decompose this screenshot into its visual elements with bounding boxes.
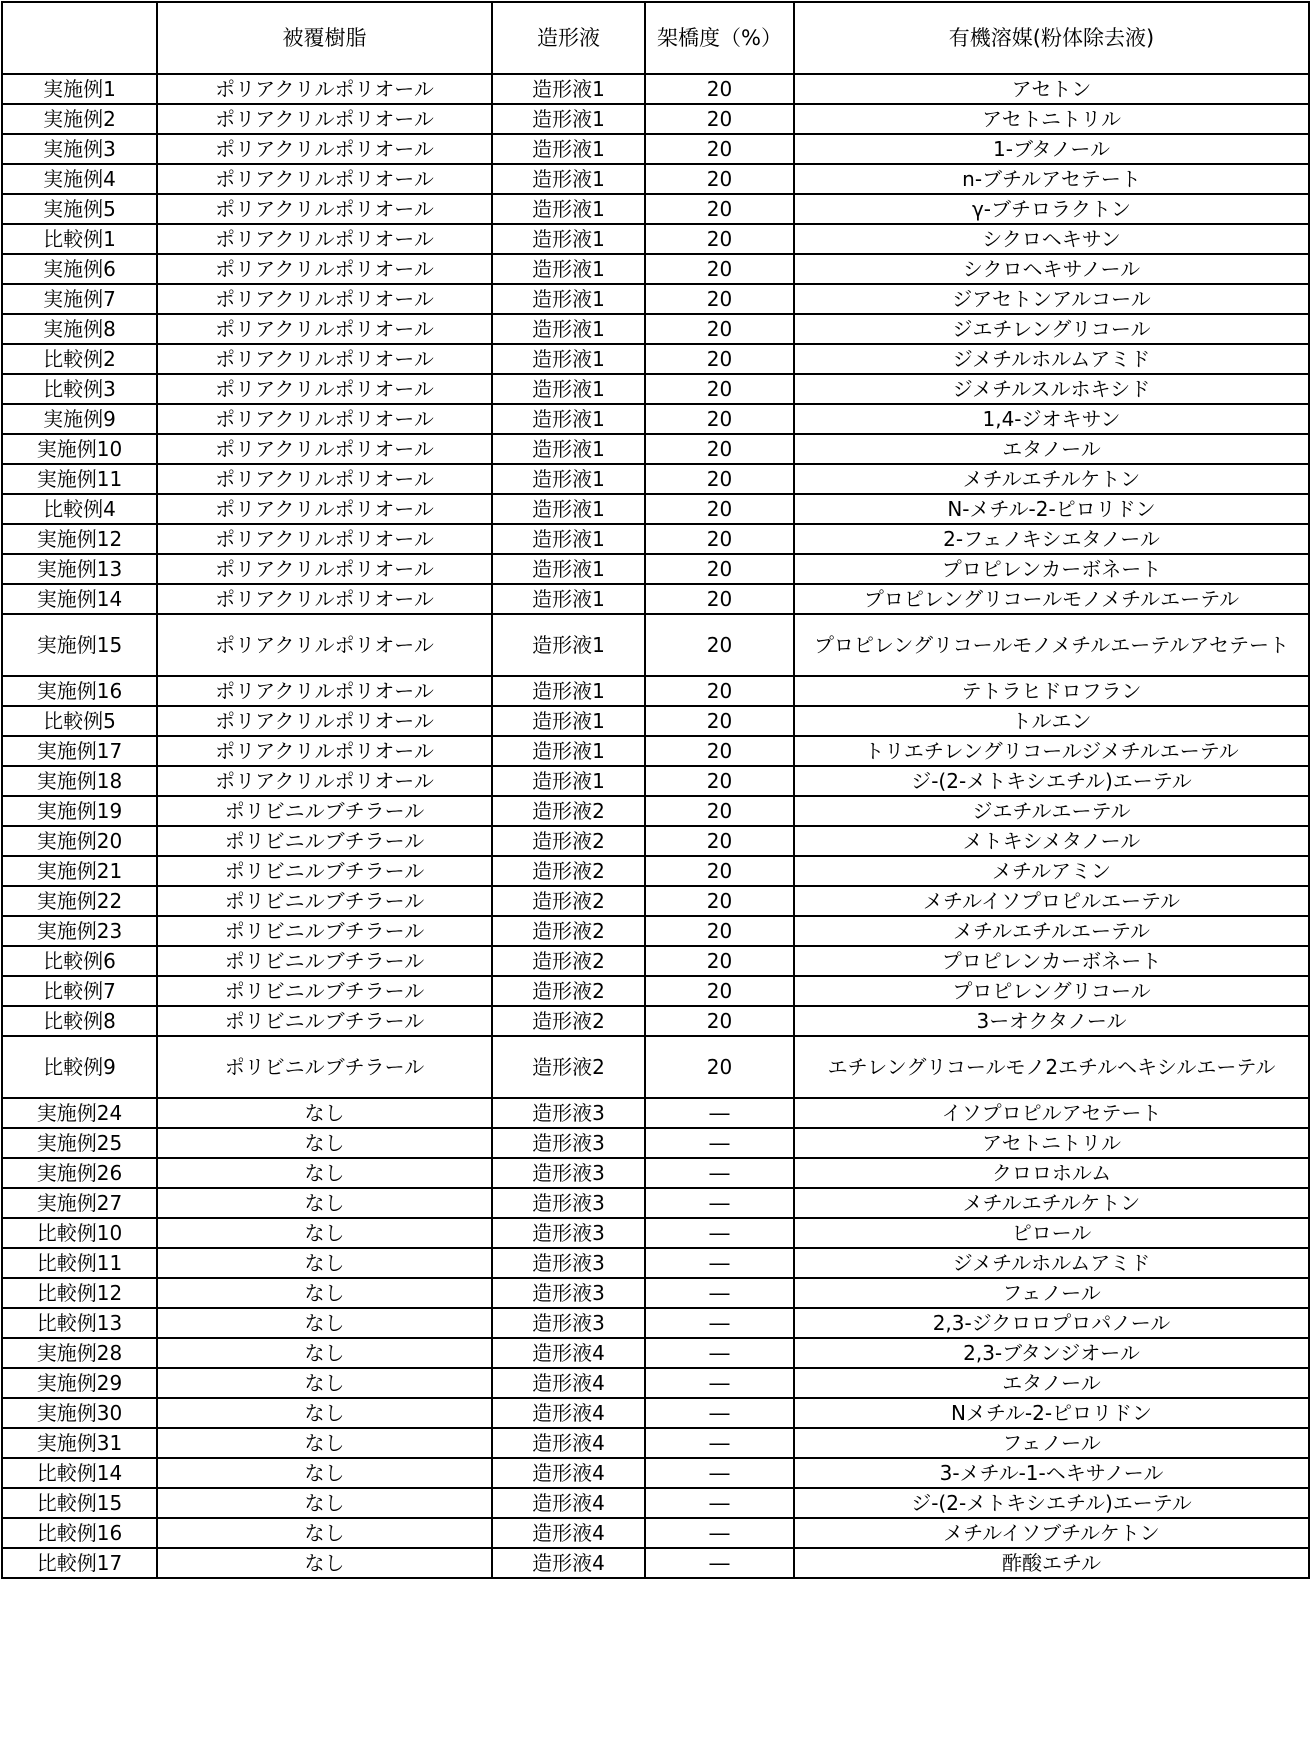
example-cell: 実施例7	[2, 284, 157, 314]
example-cell: 比較例14	[2, 1458, 157, 1488]
table-row	[2, 796, 1309, 826]
table-row	[2, 1368, 1309, 1398]
crosslink-degree-cell: 20	[645, 676, 794, 706]
modeling-liquid-cell: 造形液2	[492, 916, 645, 946]
organic-solvent-cell: Nメチル-2-ピロリドン	[794, 1398, 1309, 1428]
coating-resin-cell: ポリアクリルポリオール	[157, 434, 492, 464]
example-cell: 実施例9	[2, 404, 157, 434]
crosslink-degree-cell: 20	[645, 464, 794, 494]
crosslink-degree-cell: 20	[645, 976, 794, 1006]
table-row	[2, 194, 1309, 224]
organic-solvent-cell: シクロヘキサノール	[794, 254, 1309, 284]
organic-solvent-cell: クロロホルム	[794, 1158, 1309, 1188]
example-cell: 実施例20	[2, 826, 157, 856]
example-cell: 実施例28	[2, 1338, 157, 1368]
table-body	[2, 74, 1309, 1578]
modeling-liquid-cell: 造形液3	[492, 1128, 645, 1158]
modeling-liquid-cell: 造形液1	[492, 524, 645, 554]
modeling-liquid-cell: 造形液2	[492, 1006, 645, 1036]
example-cell: 比較例4	[2, 494, 157, 524]
organic-solvent-cell: メトキシメタノール	[794, 826, 1309, 856]
table-row	[2, 1428, 1309, 1458]
organic-solvent-cell: メチルイソブチルケトン	[794, 1518, 1309, 1548]
coating-resin-cell: なし	[157, 1188, 492, 1218]
crosslink-degree-cell: 20	[645, 946, 794, 976]
organic-solvent-cell: エタノール	[794, 1368, 1309, 1398]
coating-resin-cell: ポリビニルブチラール	[157, 826, 492, 856]
table-row	[2, 676, 1309, 706]
organic-solvent-cell: 3ーオクタノール	[794, 1006, 1309, 1036]
table-row	[2, 404, 1309, 434]
table-row	[2, 254, 1309, 284]
table-row	[2, 104, 1309, 134]
crosslink-degree-cell: ―	[645, 1458, 794, 1488]
table-row	[2, 1098, 1309, 1128]
organic-solvent-cell: プロピレンカーボネート	[794, 946, 1309, 976]
example-cell: 実施例19	[2, 796, 157, 826]
coating-resin-cell: ポリビニルブチラール	[157, 1036, 492, 1098]
coating-resin-cell: なし	[157, 1548, 492, 1578]
crosslink-degree-cell: 20	[645, 254, 794, 284]
modeling-liquid-cell: 造形液4	[492, 1428, 645, 1458]
table-row	[2, 1248, 1309, 1278]
organic-solvent-cell: メチルアミン	[794, 856, 1309, 886]
crosslink-degree-cell: 20	[645, 736, 794, 766]
table-row	[2, 946, 1309, 976]
crosslink-degree-cell: ―	[645, 1428, 794, 1458]
organic-solvent-cell: プロピレンカーボネート	[794, 554, 1309, 584]
organic-solvent-cell: ジ-(2-メトキシエチル)エーテル	[794, 766, 1309, 796]
example-cell: 実施例13	[2, 554, 157, 584]
crosslink-degree-cell: ―	[645, 1368, 794, 1398]
example-cell: 比較例8	[2, 1006, 157, 1036]
example-cell: 比較例5	[2, 706, 157, 736]
table-row	[2, 1308, 1309, 1338]
modeling-liquid-cell: 造形液1	[492, 434, 645, 464]
example-cell: 実施例24	[2, 1098, 157, 1128]
crosslink-degree-cell: ―	[645, 1398, 794, 1428]
organic-solvent-cell: メチルエチルケトン	[794, 1188, 1309, 1218]
crosslink-degree-cell: ―	[645, 1488, 794, 1518]
modeling-liquid-cell: 造形液1	[492, 164, 645, 194]
example-cell: 比較例17	[2, 1548, 157, 1578]
crosslink-degree-cell: 20	[645, 796, 794, 826]
example-cell: 比較例10	[2, 1218, 157, 1248]
modeling-liquid-cell: 造形液1	[492, 736, 645, 766]
modeling-liquid-cell: 造形液1	[492, 554, 645, 584]
table-row	[2, 224, 1309, 254]
coating-resin-cell: なし	[157, 1098, 492, 1128]
example-cell: 比較例1	[2, 224, 157, 254]
organic-solvent-cell: 1-ブタノール	[794, 134, 1309, 164]
modeling-liquid-cell: 造形液4	[492, 1518, 645, 1548]
example-cell: 実施例4	[2, 164, 157, 194]
crosslink-degree-cell: 20	[645, 284, 794, 314]
example-cell: 実施例27	[2, 1188, 157, 1218]
crosslink-degree-cell: ―	[645, 1518, 794, 1548]
crosslink-degree-cell: 20	[645, 194, 794, 224]
header-crosslink-degree: 架橋度（%）	[645, 2, 794, 74]
modeling-liquid-cell: 造形液4	[492, 1398, 645, 1428]
organic-solvent-cell: ジエチレングリコール	[794, 314, 1309, 344]
modeling-liquid-cell: 造形液1	[492, 224, 645, 254]
table-row	[2, 494, 1309, 524]
coating-resin-cell: ポリアクリルポリオール	[157, 554, 492, 584]
modeling-liquid-cell: 造形液3	[492, 1218, 645, 1248]
table-row	[2, 1036, 1309, 1098]
coating-resin-cell: ポリアクリルポリオール	[157, 584, 492, 614]
table-row	[2, 1158, 1309, 1188]
organic-solvent-cell: メチルイソプロピルエーテル	[794, 886, 1309, 916]
coating-resin-cell: なし	[157, 1248, 492, 1278]
example-cell: 比較例15	[2, 1488, 157, 1518]
example-cell: 実施例17	[2, 736, 157, 766]
modeling-liquid-cell: 造形液1	[492, 74, 645, 104]
table-row	[2, 344, 1309, 374]
example-cell: 実施例6	[2, 254, 157, 284]
coating-resin-cell: ポリアクリルポリオール	[157, 736, 492, 766]
table-row	[2, 826, 1309, 856]
example-cell: 比較例16	[2, 1518, 157, 1548]
table-row	[2, 1398, 1309, 1428]
example-cell: 実施例16	[2, 676, 157, 706]
modeling-liquid-cell: 造形液1	[492, 314, 645, 344]
modeling-liquid-cell: 造形液4	[492, 1368, 645, 1398]
organic-solvent-cell: アセトニトリル	[794, 104, 1309, 134]
modeling-liquid-cell: 造形液1	[492, 374, 645, 404]
table-row	[2, 1518, 1309, 1548]
example-cell: 実施例11	[2, 464, 157, 494]
coating-resin-cell: ポリアクリルポリオール	[157, 494, 492, 524]
organic-solvent-cell: プロピレングリコールモノメチルエーテル	[794, 584, 1309, 614]
organic-solvent-cell: 酢酸エチル	[794, 1548, 1309, 1578]
example-cell: 実施例3	[2, 134, 157, 164]
modeling-liquid-cell: 造形液2	[492, 796, 645, 826]
crosslink-degree-cell: 20	[645, 554, 794, 584]
example-cell: 実施例18	[2, 766, 157, 796]
table-row	[2, 1548, 1309, 1578]
coating-resin-cell: ポリビニルブチラール	[157, 796, 492, 826]
coating-resin-cell: なし	[157, 1488, 492, 1518]
crosslink-degree-cell: 20	[645, 314, 794, 344]
organic-solvent-cell: γ-ブチロラクトン	[794, 194, 1309, 224]
coating-resin-cell: ポリアクリルポリオール	[157, 464, 492, 494]
coating-resin-cell: なし	[157, 1518, 492, 1548]
coating-resin-cell: ポリアクリルポリオール	[157, 614, 492, 676]
coating-resin-cell: なし	[157, 1338, 492, 1368]
example-cell: 実施例8	[2, 314, 157, 344]
modeling-liquid-cell: 造形液2	[492, 856, 645, 886]
crosslink-degree-cell: ―	[645, 1248, 794, 1278]
coating-resin-cell: ポリビニルブチラール	[157, 856, 492, 886]
table-row	[2, 524, 1309, 554]
header-example	[2, 2, 157, 74]
modeling-liquid-cell: 造形液1	[492, 134, 645, 164]
solvent-table	[1, 1, 1310, 1579]
organic-solvent-cell: テトラヒドロフラン	[794, 676, 1309, 706]
coating-resin-cell: ポリビニルブチラール	[157, 886, 492, 916]
example-cell: 比較例13	[2, 1308, 157, 1338]
modeling-liquid-cell: 造形液1	[492, 464, 645, 494]
coating-resin-cell: ポリビニルブチラール	[157, 946, 492, 976]
modeling-liquid-cell: 造形液4	[492, 1488, 645, 1518]
organic-solvent-cell: 1,4-ジオキサン	[794, 404, 1309, 434]
modeling-liquid-cell: 造形液4	[492, 1458, 645, 1488]
example-cell: 比較例12	[2, 1278, 157, 1308]
organic-solvent-cell: エタノール	[794, 434, 1309, 464]
organic-solvent-cell: 3-メチル-1-ヘキサノール	[794, 1458, 1309, 1488]
organic-solvent-cell: ジアセトンアルコール	[794, 284, 1309, 314]
example-cell: 実施例1	[2, 74, 157, 104]
organic-solvent-cell: シクロヘキサン	[794, 224, 1309, 254]
crosslink-degree-cell: 20	[645, 104, 794, 134]
modeling-liquid-cell: 造形液2	[492, 886, 645, 916]
organic-solvent-cell: 2-フェノキシエタノール	[794, 524, 1309, 554]
organic-solvent-cell: フェノール	[794, 1278, 1309, 1308]
coating-resin-cell: ポリビニルブチラール	[157, 916, 492, 946]
crosslink-degree-cell: 20	[645, 886, 794, 916]
example-cell: 実施例5	[2, 194, 157, 224]
table-row	[2, 736, 1309, 766]
coating-resin-cell: ポリアクリルポリオール	[157, 284, 492, 314]
crosslink-degree-cell: 20	[645, 766, 794, 796]
example-cell: 実施例14	[2, 584, 157, 614]
coating-resin-cell: ポリアクリルポリオール	[157, 164, 492, 194]
crosslink-degree-cell: 20	[645, 404, 794, 434]
coating-resin-cell: ポリビニルブチラール	[157, 1006, 492, 1036]
coating-resin-cell: なし	[157, 1428, 492, 1458]
organic-solvent-cell: トルエン	[794, 706, 1309, 736]
header-coating-resin: 被覆樹脂	[157, 2, 492, 74]
coating-resin-cell: なし	[157, 1458, 492, 1488]
organic-solvent-cell: プロピレングリコール	[794, 976, 1309, 1006]
crosslink-degree-cell: 20	[645, 494, 794, 524]
table-row	[2, 916, 1309, 946]
organic-solvent-cell: 2,3-ブタンジオール	[794, 1338, 1309, 1368]
organic-solvent-cell: n-ブチルアセテート	[794, 164, 1309, 194]
table-row	[2, 1278, 1309, 1308]
table-row	[2, 584, 1309, 614]
organic-solvent-cell: N-メチル-2-ピロリドン	[794, 494, 1309, 524]
organic-solvent-cell: ジエチルエーテル	[794, 796, 1309, 826]
coating-resin-cell: ポリアクリルポリオール	[157, 254, 492, 284]
example-cell: 実施例12	[2, 524, 157, 554]
organic-solvent-cell: ピロール	[794, 1218, 1309, 1248]
table-row	[2, 1338, 1309, 1368]
crosslink-degree-cell: ―	[645, 1338, 794, 1368]
table-row	[2, 1188, 1309, 1218]
crosslink-degree-cell: 20	[645, 826, 794, 856]
organic-solvent-cell: 2,3-ジクロロプロパノール	[794, 1308, 1309, 1338]
table-row	[2, 1128, 1309, 1158]
modeling-liquid-cell: 造形液3	[492, 1188, 645, 1218]
crosslink-degree-cell: 20	[645, 1006, 794, 1036]
crosslink-degree-cell: 20	[645, 706, 794, 736]
organic-solvent-cell: ジメチルスルホキシド	[794, 374, 1309, 404]
coating-resin-cell: ポリアクリルポリオール	[157, 766, 492, 796]
organic-solvent-cell: アセトン	[794, 74, 1309, 104]
example-cell: 実施例31	[2, 1428, 157, 1458]
example-cell: 実施例15	[2, 614, 157, 676]
coating-resin-cell: ポリアクリルポリオール	[157, 104, 492, 134]
crosslink-degree-cell: 20	[645, 584, 794, 614]
modeling-liquid-cell: 造形液1	[492, 676, 645, 706]
crosslink-degree-cell: ―	[645, 1188, 794, 1218]
modeling-liquid-cell: 造形液3	[492, 1158, 645, 1188]
table-row	[2, 284, 1309, 314]
crosslink-degree-cell: 20	[645, 164, 794, 194]
modeling-liquid-cell: 造形液3	[492, 1278, 645, 1308]
organic-solvent-cell: フェノール	[794, 1428, 1309, 1458]
organic-solvent-cell: エチレングリコールモノ2エチルヘキシルエーテル	[794, 1036, 1309, 1098]
coating-resin-cell: なし	[157, 1308, 492, 1338]
crosslink-degree-cell: 20	[645, 856, 794, 886]
crosslink-degree-cell: ―	[645, 1548, 794, 1578]
crosslink-degree-cell: 20	[645, 74, 794, 104]
crosslink-degree-cell: 20	[645, 134, 794, 164]
coating-resin-cell: ポリアクリルポリオール	[157, 524, 492, 554]
modeling-liquid-cell: 造形液1	[492, 614, 645, 676]
organic-solvent-cell: アセトニトリル	[794, 1128, 1309, 1158]
example-cell: 実施例21	[2, 856, 157, 886]
table-row	[2, 374, 1309, 404]
modeling-liquid-cell: 造形液1	[492, 194, 645, 224]
modeling-liquid-cell: 造形液1	[492, 706, 645, 736]
example-cell: 実施例2	[2, 104, 157, 134]
coating-resin-cell: ポリビニルブチラール	[157, 976, 492, 1006]
coating-resin-cell: なし	[157, 1398, 492, 1428]
coating-resin-cell: なし	[157, 1368, 492, 1398]
crosslink-degree-cell: 20	[645, 916, 794, 946]
coating-resin-cell: ポリアクリルポリオール	[157, 374, 492, 404]
organic-solvent-cell: トリエチレングリコールジメチルエーテル	[794, 736, 1309, 766]
coating-resin-cell: なし	[157, 1218, 492, 1248]
table-row	[2, 856, 1309, 886]
modeling-liquid-cell: 造形液1	[492, 104, 645, 134]
coating-resin-cell: ポリアクリルポリオール	[157, 74, 492, 104]
table-row	[2, 134, 1309, 164]
modeling-liquid-cell: 造形液2	[492, 826, 645, 856]
coating-resin-cell: なし	[157, 1158, 492, 1188]
coating-resin-cell: ポリアクリルポリオール	[157, 706, 492, 736]
modeling-liquid-cell: 造形液1	[492, 284, 645, 314]
table-row	[2, 886, 1309, 916]
coating-resin-cell: ポリアクリルポリオール	[157, 134, 492, 164]
modeling-liquid-cell: 造形液1	[492, 404, 645, 434]
header-organic-solvent: 有機溶媒(粉体除去液)	[794, 2, 1309, 74]
crosslink-degree-cell: 20	[645, 614, 794, 676]
organic-solvent-cell: ジ-(2-メトキシエチル)エーテル	[794, 1488, 1309, 1518]
crosslink-degree-cell: 20	[645, 1036, 794, 1098]
table-row	[2, 314, 1309, 344]
coating-resin-cell: ポリアクリルポリオール	[157, 314, 492, 344]
example-cell: 比較例2	[2, 344, 157, 374]
modeling-liquid-cell: 造形液1	[492, 344, 645, 374]
crosslink-degree-cell: ―	[645, 1218, 794, 1248]
organic-solvent-cell: プロピレングリコールモノメチルエーテルアセテート	[794, 614, 1309, 676]
crosslink-degree-cell: ―	[645, 1278, 794, 1308]
table-row	[2, 1458, 1309, 1488]
example-cell: 比較例11	[2, 1248, 157, 1278]
modeling-liquid-cell: 造形液2	[492, 976, 645, 1006]
example-cell: 実施例10	[2, 434, 157, 464]
organic-solvent-cell: イソプロピルアセテート	[794, 1098, 1309, 1128]
coating-resin-cell: ポリアクリルポリオール	[157, 224, 492, 254]
modeling-liquid-cell: 造形液2	[492, 946, 645, 976]
example-cell: 比較例7	[2, 976, 157, 1006]
crosslink-degree-cell: ―	[645, 1158, 794, 1188]
crosslink-degree-cell: 20	[645, 344, 794, 374]
example-cell: 比較例6	[2, 946, 157, 976]
table-row	[2, 554, 1309, 584]
table-row	[2, 976, 1309, 1006]
table-row	[2, 164, 1309, 194]
modeling-liquid-cell: 造形液4	[492, 1548, 645, 1578]
table-row	[2, 74, 1309, 104]
header-modeling-liquid: 造形液	[492, 2, 645, 74]
example-cell: 実施例22	[2, 886, 157, 916]
modeling-liquid-cell: 造形液2	[492, 1036, 645, 1098]
table-row	[2, 1006, 1309, 1036]
coating-resin-cell: なし	[157, 1128, 492, 1158]
coating-resin-cell: ポリアクリルポリオール	[157, 676, 492, 706]
organic-solvent-cell: メチルエチルケトン	[794, 464, 1309, 494]
table-row	[2, 706, 1309, 736]
table-row	[2, 614, 1309, 676]
coating-resin-cell: なし	[157, 1278, 492, 1308]
modeling-liquid-cell: 造形液4	[492, 1338, 645, 1368]
example-cell: 実施例26	[2, 1158, 157, 1188]
crosslink-degree-cell: ―	[645, 1128, 794, 1158]
modeling-liquid-cell: 造形液1	[492, 766, 645, 796]
crosslink-degree-cell: 20	[645, 224, 794, 254]
table-row	[2, 434, 1309, 464]
coating-resin-cell: ポリアクリルポリオール	[157, 344, 492, 374]
coating-resin-cell: ポリアクリルポリオール	[157, 194, 492, 224]
modeling-liquid-cell: 造形液1	[492, 254, 645, 284]
example-cell: 比較例3	[2, 374, 157, 404]
crosslink-degree-cell: 20	[645, 434, 794, 464]
example-cell: 実施例23	[2, 916, 157, 946]
modeling-liquid-cell: 造形液3	[492, 1308, 645, 1338]
crosslink-degree-cell: ―	[645, 1098, 794, 1128]
modeling-liquid-cell: 造形液3	[492, 1248, 645, 1278]
organic-solvent-cell: ジメチルホルムアミド	[794, 344, 1309, 374]
table-row	[2, 1218, 1309, 1248]
example-cell: 比較例9	[2, 1036, 157, 1098]
table-row	[2, 766, 1309, 796]
example-cell: 実施例30	[2, 1398, 157, 1428]
crosslink-degree-cell: 20	[645, 374, 794, 404]
organic-solvent-cell: ジメチルホルムアミド	[794, 1248, 1309, 1278]
crosslink-degree-cell: ―	[645, 1308, 794, 1338]
header-row	[2, 2, 1309, 74]
example-cell: 実施例29	[2, 1368, 157, 1398]
table-row	[2, 1488, 1309, 1518]
organic-solvent-cell: メチルエチルエーテル	[794, 916, 1309, 946]
modeling-liquid-cell: 造形液1	[492, 494, 645, 524]
modeling-liquid-cell: 造形液3	[492, 1098, 645, 1128]
crosslink-degree-cell: 20	[645, 524, 794, 554]
example-cell: 実施例25	[2, 1128, 157, 1158]
table-row	[2, 464, 1309, 494]
modeling-liquid-cell: 造形液1	[492, 584, 645, 614]
coating-resin-cell: ポリアクリルポリオール	[157, 404, 492, 434]
